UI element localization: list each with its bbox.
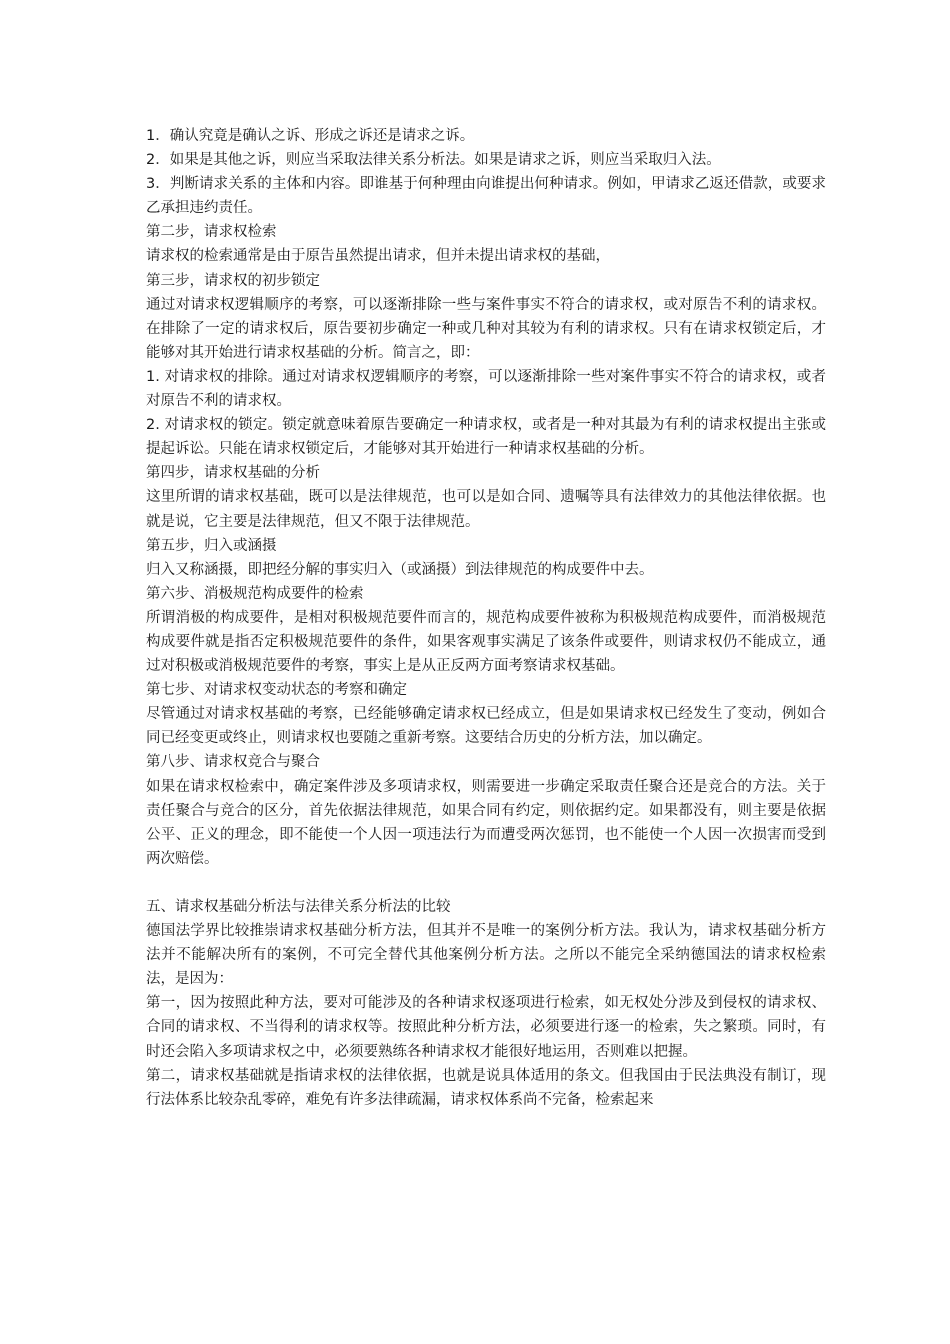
section-5-point-1: 第一，因为按照此种方法，要对可能涉及的各种请求权逐项进行检索，如无权处分涉及到侵权的请求权、合同的请求权、不当得利的请求权等。按照此种分析方法，必须要进行逐一的检索，失之繁琐。同时，有时还会陷入多项请求权之中，必须要熟练各种请求权才能很好地运用，否则难以把握。 [146,995,826,1060]
step-6-heading: 第六步、消极规范构成要件的检索 [146,585,364,602]
step-2-paragraph: 请求权的检索通常是由于原告虽然提出请求，但并未提出请求权的基础， [146,248,610,265]
document-page [146,124,826,1112]
step-3-point-2: 2. 对请求权的锁定。锁定就意味着原告要确定一种请求权，或者是一种对其最为有利的请求权提出主张或提起诉讼。只能在请求权锁定后，才能够对其开始进行一种请求权基础的分析。 [146,417,826,458]
step-4-paragraph: 这里所谓的请求权基础，既可以是法律规范，也可以是如合同、遗嘱等具有法律效力的其他法律依据。也就是说，它主要是法律规范，但又不限于法律规范。 [146,489,826,530]
step-7-heading: 第七步、对请求权变动状态的考察和确定 [146,682,407,699]
list-item-2: 2．如果是其他之诉，则应当采取法律关系分析法。如果是请求之诉，则应当采取归入法。 [146,152,721,169]
step-6-paragraph: 所谓消极的构成要件，是相对积极规范要件而言的，规范构成要件被称为积极规范构成要件，而消极规范构成要件就是指否定积极规范要件的条件，如果客观事实满足了该条件或要件，则请求权仍不能成立，通过对积极或消极规范要件的考察，事实上是从正反两方面考察请求权基础。 [146,609,826,675]
step-3-point-1: 1. 对请求权的排除。通过对请求权逻辑顺序的考察，可以逐渐排除一些对案件事实不符合的请求权，或者对原告不利的请求权。 [146,368,826,410]
step-8-paragraph: 如果在请求权检索中，确定案件涉及多项请求权，则需要进一步确定采取责任聚合还是竞合的方法。关于责任聚合与竞合的区分，首先依据法律规范，如果合同有约定，则依据约定。如果都没有，则主要是依据公平、正义的理念，即不能使一个人因一项违法行为而遭受两次惩罚，也不能使一个人因一次损害而受到两次赔偿。 [146,778,826,867]
section-5-heading: 五、请求权基础分析法与法律关系分析法的比较 [146,899,451,915]
step-2-heading: 第二步，请求权检索 [146,224,277,241]
section-5-intro: 德国法学界比较推崇请求权基础分析方法，但其并不是唯一的案例分析方法。我认为，请求权基础分析方法并不能解决所有的案例，不可完全替代其他案例分析方法。之所以不能完全采纳德国法的请求权检索法，是因为： [146,923,826,988]
step-3-paragraph: 通过对请求权逻辑顺序的考察，可以逐渐排除一些与案件事实不符合的请求权，或对原告不利的请求权。在排除了一定的请求权后，原告要初步确定一种或几种对其较为有利的请求权。只有在请求权锁定后，才能够对其开始进行请求权基础的分析。简言之，即： [146,296,826,361]
list-item-1: 1．确认究竟是确认之诉、形成之诉还是请求之诉。 [146,128,475,144]
blank-line [146,871,826,895]
step-5-paragraph: 归入又称涵摄，即把经分解的事实归入（或涵摄）到法律规范的构成要件中去。 [146,561,654,578]
step-5-heading: 第五步，归入或涵摄 [146,537,277,554]
section-5-point-2: 第二，请求权基础就是指请求权的法律依据，也就是说具体适用的条文。但我国由于民法典没有制订，现行法体系比较杂乱零碎，难免有许多法律疏漏，请求权体系尚不完备，检索起来 [146,1067,826,1108]
list-item-3: 3．判断请求关系的主体和内容。即谁基于何种理由向谁提出何种请求。例如，甲请求乙返还借款，或要求乙承担违约责任。 [146,176,826,217]
step-7-paragraph: 尽管通过对请求权基础的考察，已经能够确定请求权已经成立，但是如果请求权已经发生了变动，例如合同已经变更或终止，则请求权也要随之重新考察。这要结合历史的分析方法，加以确定。 [146,706,826,747]
step-3-heading: 第三步，请求权的初步锁定 [146,272,320,289]
step-4-heading: 第四步，请求权基础的分析 [146,465,320,482]
step-8-heading: 第八步、请求权竞合与聚合 [146,754,320,771]
